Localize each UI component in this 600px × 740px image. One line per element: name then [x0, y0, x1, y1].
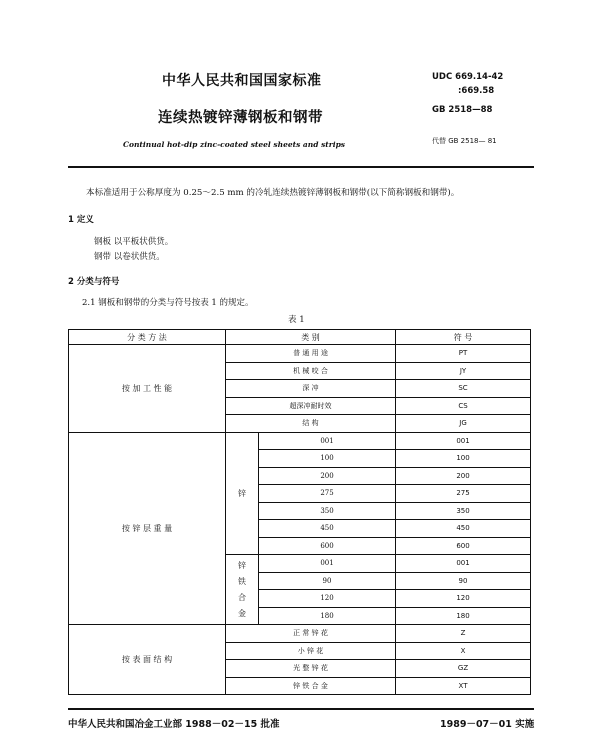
category-cell: 小 锌 花 — [226, 642, 396, 660]
symbol-cell: XT — [396, 677, 531, 695]
symbol-cell: JY — [396, 362, 531, 380]
section-2-heading: 2 分类与符号 — [68, 277, 120, 287]
category-cell: 锌 铁 合 金 — [226, 677, 396, 695]
symbol-cell: CS — [396, 397, 531, 415]
category-cell: 光 整 锌 花 — [226, 660, 396, 678]
symbol-cell: Z — [396, 625, 531, 643]
subgroup-label-vertical: 锌 铁 合 金 — [238, 560, 246, 618]
method-cell: 按 加 工 性 能 — [69, 345, 226, 433]
header-divider — [68, 166, 534, 168]
table-row — [69, 625, 531, 643]
category-cell: 275 — [259, 485, 396, 503]
approval-line: 中华人民共和国冶金工业部 1988－02－15 批准 — [68, 719, 280, 730]
method-cell: 按 锌 层 重 量 — [69, 432, 226, 625]
category-cell: 450 — [259, 520, 396, 538]
subgroup-cell — [226, 555, 259, 625]
category-cell: 正 常 锌 花 — [226, 625, 396, 643]
symbol-cell: 275 — [396, 485, 531, 503]
section-1-heading: 1 定义 — [68, 215, 94, 225]
symbol-cell: 450 — [396, 520, 531, 538]
table-header-method: 分 类 方 法 — [69, 330, 226, 345]
table-row — [69, 432, 531, 450]
category-cell: 600 — [259, 537, 396, 555]
replaces-code: 代替 GB 2518— 81 — [432, 137, 497, 145]
symbol-cell: X — [396, 642, 531, 660]
category-cell: 100 — [259, 450, 396, 468]
document-title-en: Continual hot-dip zinc-coated steel sheets and strips — [123, 140, 346, 149]
category-cell: 深 冲 — [226, 380, 396, 398]
table-header-category: 类 别 — [226, 330, 396, 345]
symbol-cell: 200 — [396, 467, 531, 485]
symbol-cell: JG — [396, 415, 531, 433]
implementation-line: 1989－07－01 实施 — [440, 719, 535, 730]
definition-strip: 钢带 以卷状供货。 — [94, 252, 165, 262]
category-cell: 200 — [259, 467, 396, 485]
symbol-cell: 001 — [396, 555, 531, 573]
section-2-1-text: 2.1 钢板和钢带的分类与符号按表 1 的规定。 — [82, 298, 254, 308]
gb-code: GB 2518—88 — [432, 105, 493, 115]
symbol-cell: SC — [396, 380, 531, 398]
table-header-row — [69, 330, 531, 345]
category-cell: 180 — [259, 607, 396, 625]
symbol-cell: 180 — [396, 607, 531, 625]
symbol-cell: 600 — [396, 537, 531, 555]
footer-divider — [68, 708, 534, 710]
standard-title: 中华人民共和国国家标准 — [162, 73, 322, 89]
symbol-cell: 350 — [396, 502, 531, 520]
subgroup-cell: 锌 — [226, 432, 259, 555]
classification-table — [68, 329, 531, 695]
definition-sheet: 钢板 以平板状供货。 — [94, 237, 174, 247]
category-cell: 结 构 — [226, 415, 396, 433]
method-cell: 按 表 面 结 构 — [69, 625, 226, 695]
symbol-cell: 120 — [396, 590, 531, 608]
category-cell: 普 通 用 途 — [226, 345, 396, 363]
intro-paragraph: 本标准适用于公称厚度为 0.25～2.5 mm 的冷轧连续热镀锌薄钢板和钢带(以下简称钢板和钢带)。 — [86, 188, 460, 198]
category-cell: 超深冲耐时效 — [226, 397, 396, 415]
category-cell: 120 — [259, 590, 396, 608]
table-header-symbol: 符 号 — [396, 330, 531, 345]
symbol-cell: 001 — [396, 432, 531, 450]
category-cell: 001 — [259, 432, 396, 450]
udc-code-line1: UDC 669.14-42 — [432, 72, 504, 82]
symbol-cell: GZ — [396, 660, 531, 678]
udc-code-line2: :669.58 — [458, 86, 495, 96]
symbol-cell: 90 — [396, 572, 531, 590]
category-cell: 90 — [259, 572, 396, 590]
table-caption: 表 1 — [288, 315, 305, 325]
table-row — [69, 345, 531, 363]
category-cell: 350 — [259, 502, 396, 520]
category-cell: 001 — [259, 555, 396, 573]
symbol-cell: 100 — [396, 450, 531, 468]
category-cell: 机 械 咬 合 — [226, 362, 396, 380]
document-title: 连续热镀锌薄钢板和钢带 — [158, 110, 323, 126]
symbol-cell: PT — [396, 345, 531, 363]
